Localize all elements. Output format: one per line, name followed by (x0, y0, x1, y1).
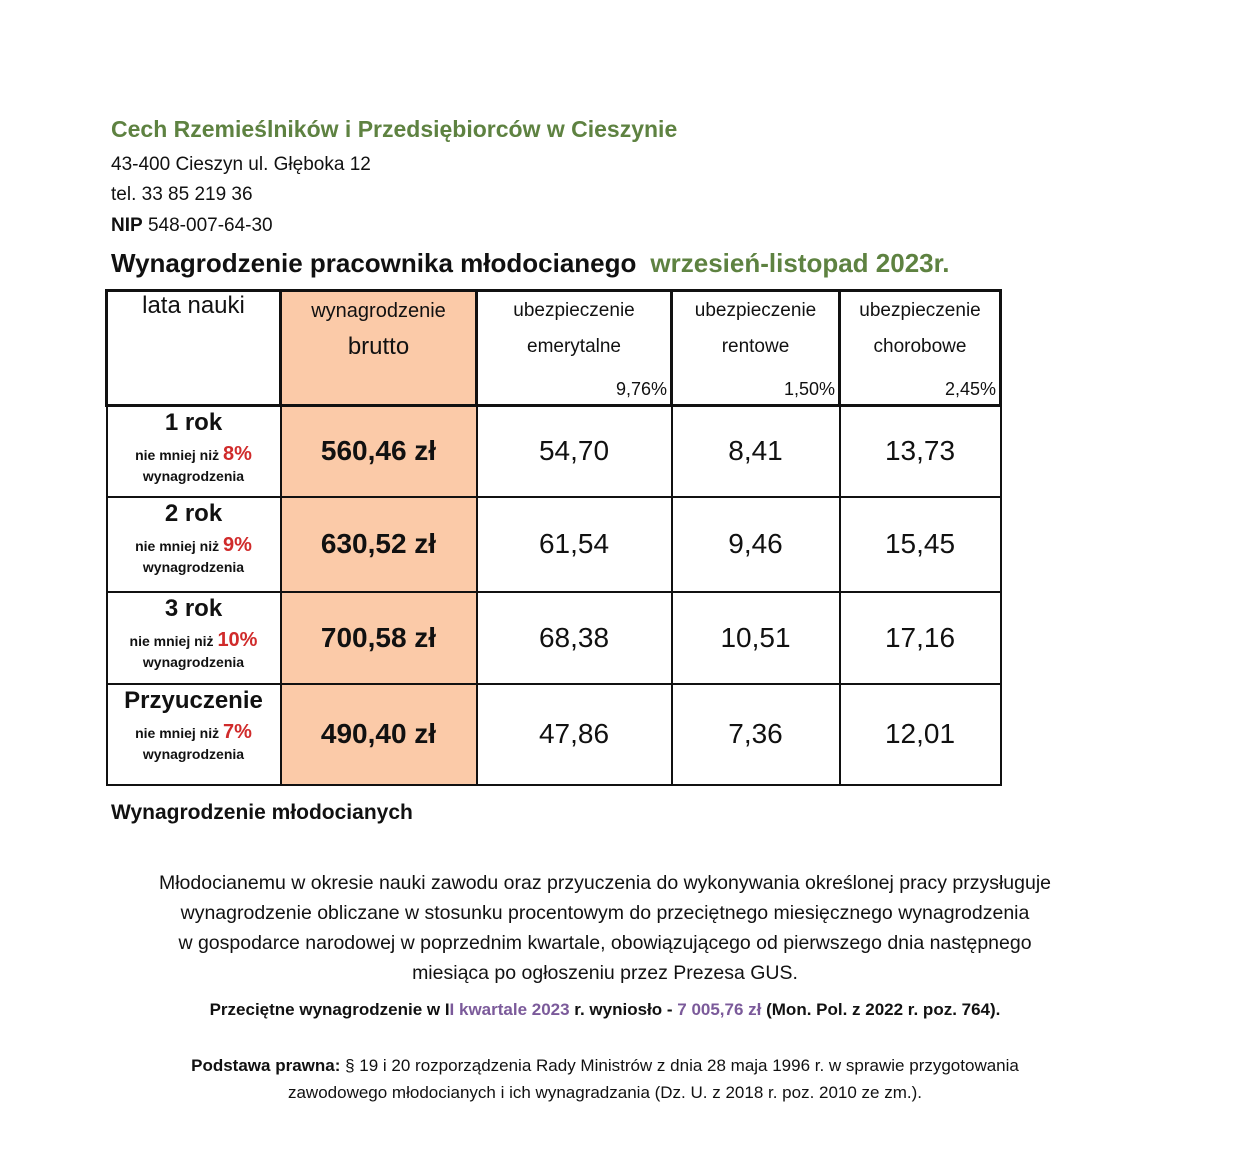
emeryt-cell: 47,86 (477, 684, 672, 785)
header-rent: ubezpieczenie rentowe 1,50% (672, 291, 840, 406)
year-cell: 2 rok nie mniej niż 9% wynagrodzenia (107, 497, 281, 592)
description-paragraph: Młodocianemu w okresie nauki zawodu oraz przyuczenia do wykonywania określonej pracy przysługuje wynagrodzenie obliczane w stosunku procentowym do przeciętnego miesięcznego wynagrodzenia w gospodarce narodowej w poprzednim kwartale, obowiązującego od pierwszego dnia następnego miesiąca po ogłoszeniu przez Prezesa GUS. (158, 872, 1052, 984)
rent-cell: 8,41 (672, 406, 840, 497)
year-cell: 3 rok nie mniej niż 10% wynagrodzenia (107, 592, 281, 684)
average-amount: 7 005,76 zł (677, 1000, 762, 1019)
brutto-cell: 490,40 zł (281, 684, 477, 785)
salary-table (105, 289, 1002, 786)
title-main: Wynagrodzenie pracownika młodocianego (111, 248, 637, 278)
chor-cell: 17,16 (840, 592, 1001, 684)
rent-cell: 10,51 (672, 592, 840, 684)
quarter-label: I kwartale 2023 (449, 1000, 570, 1019)
table-header-row (107, 291, 1001, 406)
emeryt-cell: 54,70 (477, 406, 672, 497)
header-emeryt: ubezpieczenie emerytalne 9,76% (477, 291, 672, 406)
header-brutto: wynagrodzenie brutto (281, 291, 477, 406)
emeryt-cell: 61,54 (477, 497, 672, 592)
emeryt-rate: 9,76% (615, 379, 667, 399)
rent-cell: 7,36 (672, 684, 840, 785)
brutto-cell: 700,58 zł (281, 592, 477, 684)
title-period: wrzesień-listopad 2023r. (650, 248, 950, 278)
document-title (111, 248, 950, 279)
table-row (107, 592, 1001, 684)
chor-cell: 13,73 (840, 406, 1001, 497)
phone: tel. 33 85 219 36 (111, 184, 253, 205)
legal-basis: Podstawa prawna: § 19 i 20 rozporządzenia Rady Ministrów z dnia 28 maja 1996 r. w sprawie przygotowania zawodowego młodocianych i ich wynagradzania (Dz. U. z 2018 r. poz. 2010 ze zm.). (191, 1056, 1019, 1102)
organization-name: Cech Rzemieślników i Przedsiębiorców w Cieszynie (111, 116, 678, 142)
average-salary-note: Przeciętne wynagrodzenie w II kwartale 2023 r. wyniosło - 7 005,76 zł (Mon. Pol. z 2022 r. poz. 764). (209, 1000, 1001, 1019)
nip (111, 215, 273, 237)
chor-cell: 12,01 (840, 684, 1001, 785)
nip-label: NIP (111, 215, 143, 236)
brutto-cell: 630,52 zł (281, 497, 477, 592)
year-cell: Przyuczenie nie mniej niż 7% wynagrodzenia (107, 684, 281, 785)
year-cell: 1 rok nie mniej niż 8% wynagrodzenia (107, 406, 281, 497)
brutto-cell: 560,46 zł (281, 406, 477, 497)
legal-label: Podstawa prawna: (191, 1056, 341, 1075)
chor-cell: 15,45 (840, 497, 1001, 592)
section-title: Wynagrodzenie młodocianych (111, 801, 413, 824)
header-years: lata nauki (107, 291, 281, 406)
header-chor: ubezpieczenie chorobowe 2,45% (840, 291, 1001, 406)
nip-value: 548-007-64-30 (147, 215, 273, 236)
table-row (107, 684, 1001, 785)
emeryt-cell: 68,38 (477, 592, 672, 684)
table-row (107, 497, 1001, 592)
chor-rate: 2,45% (944, 379, 996, 399)
address: 43-400 Cieszyn ul. Głęboka 12 (111, 154, 371, 175)
table-row (107, 406, 1001, 497)
rent-cell: 9,46 (672, 497, 840, 592)
rent-rate: 1,50% (783, 379, 835, 399)
